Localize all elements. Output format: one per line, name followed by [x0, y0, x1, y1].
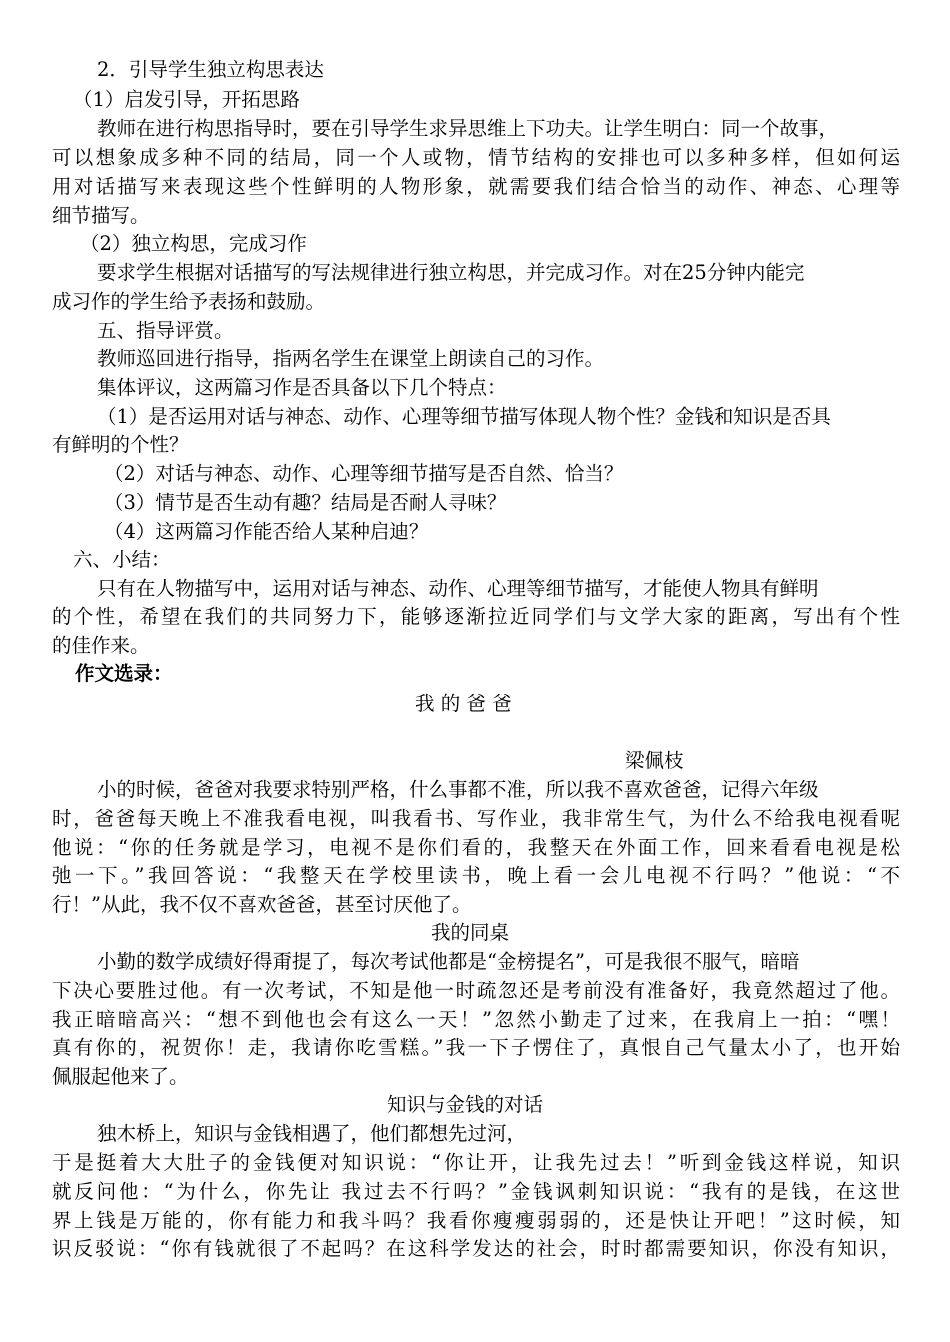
list-item: 有鲜明的个性？ [52, 433, 189, 456]
paragraph-line: 用对话描写来表现这些个性鲜明的人物形象，就需要我们结合恰当的动作、神态、心理等 [52, 175, 900, 198]
paragraph-line: 可以想象成多种不同的结局，同一个人或物，情节结构的安排也可以多种多样，但如何运 [52, 146, 900, 169]
paragraph-line: 真有你的，祝贺你！走，我请你吃雪糕。”我一下子愣住了，真恨自己气量太小了，也开始 [52, 1036, 900, 1059]
paragraph-line: 识反驳说：“你有钱就很了不起吗？在这科学发达的社会，时时都需要知识，你没有知识， [52, 1237, 900, 1260]
essay-title: 知识与金钱的对话 [387, 1093, 544, 1116]
paragraph-line: 小的时候，爸爸对我要求特别严格，什么事都不准，所以我不喜欢爸爸，记得六年级 [97, 778, 819, 801]
essay-selection-heading: 作文选录： [75, 662, 173, 685]
list-item: （3）情节是否生动有趣？结局是否耐人寻味？ [104, 491, 507, 514]
paragraph-line: 的佳作来。 [52, 634, 150, 657]
paragraph-line: 教师在进行构思指导时，要在引导学生求异思维上下功夫。让学生明白：同一个故事， [97, 117, 839, 140]
paragraph-line: 我正暗暗高兴：“想不到他也会有这么一天！”忽然小勤走了过来，在我肩上一拍：“嘿！ [52, 1008, 900, 1031]
section-heading: 2．引导学生独立构思表达 [97, 58, 324, 81]
paragraph-line: 就反问他：“为什么，你先让 我过去不行吗？”金钱讽刺知识说：“我有的是钱，在这世 [52, 1180, 900, 1203]
essay-title: 我 的 爸 爸 [415, 692, 512, 715]
paragraph-line: 界上钱是万能的，你有能力和我斗吗？我看你瘦瘦弱弱的，还是快让开吧！”这时候，知 [52, 1209, 900, 1232]
paragraph-line: 的个性，希望在我们的共同努力下，能够逐渐拉近同学们与文学大家的距离，写出有个性 [52, 605, 900, 628]
list-item: （1）是否运用对话与神态、动作、心理等细节描写体现人物个性？金钱和知识是否具 [97, 405, 831, 428]
list-item: （4）这两篇习作能否给人某种启迪？ [104, 520, 429, 543]
paragraph-line: 佩服起他来了。 [52, 1065, 189, 1088]
list-item: （2）对话与神态、动作、心理等细节描写是否自然、恰当？ [104, 462, 624, 485]
section-heading: 五、指导评赏。 [97, 319, 234, 342]
paragraph-line: 小勤的数学成绩好得甭提了，每次考试他都是“金榜提名”，可是我很不服气，暗暗 [97, 950, 800, 973]
essay-title: 我的同桌 [431, 921, 510, 944]
paragraph-line: 细节描写。 [52, 204, 150, 227]
paragraph-line: 行！”从此，我不仅不喜欢爸爸，甚至讨厌他了。 [52, 893, 472, 916]
subheading: （2）独立构思，完成习作 [80, 232, 307, 255]
paragraph-line: 只有在人物描写中，运用对话与神态、动作、心理等细节描写，才能使人物具有鲜明 [97, 577, 819, 600]
paragraph-line: 时，爸爸每天晚上不准我看电视，叫我看书、写作业，我非常生气，为什么不给我电视看呢 [52, 807, 900, 830]
subheading: （1）启发引导，开拓思路 [73, 88, 300, 111]
paragraph-line: 要求学生根据对话描写的写法规律进行独立构思，并完成习作。对在25分钟内能完 [97, 261, 805, 284]
essay-author: 梁佩枝 [625, 749, 684, 772]
section-heading: 六、小结： [73, 548, 171, 571]
paragraph-line: 他说：“你的任务就是学习，电视不是你们看的，我整天在外面工作，回来看看电视是松 [52, 836, 900, 859]
paragraph-line: 弛一下。”我回答说：“我整天在学校里读书，晚上看一会儿电视不行吗？”他说：“不 [52, 864, 900, 887]
paragraph-line: 成习作的学生给予表扬和鼓励。 [52, 290, 326, 313]
paragraph-line: 集体评议，这两篇习作是否具备以下几个特点： [97, 376, 507, 399]
paragraph-line: 独木桥上，知识与金钱相遇了，他们都想先过河， [97, 1122, 527, 1145]
paragraph-line: 下决心要胜过他。有一次考试，不知是他一时疏忽还是考前没有准备好，我竟然超过了他。 [52, 979, 900, 1002]
paragraph-line: 教师巡回进行指导，指两名学生在课堂上朗读自己的习作。 [97, 347, 605, 370]
paragraph-line: 于是挺着大大肚子的金钱便对知识说：“你让开，让我先过去！”听到金钱这样说，知识 [52, 1151, 900, 1174]
